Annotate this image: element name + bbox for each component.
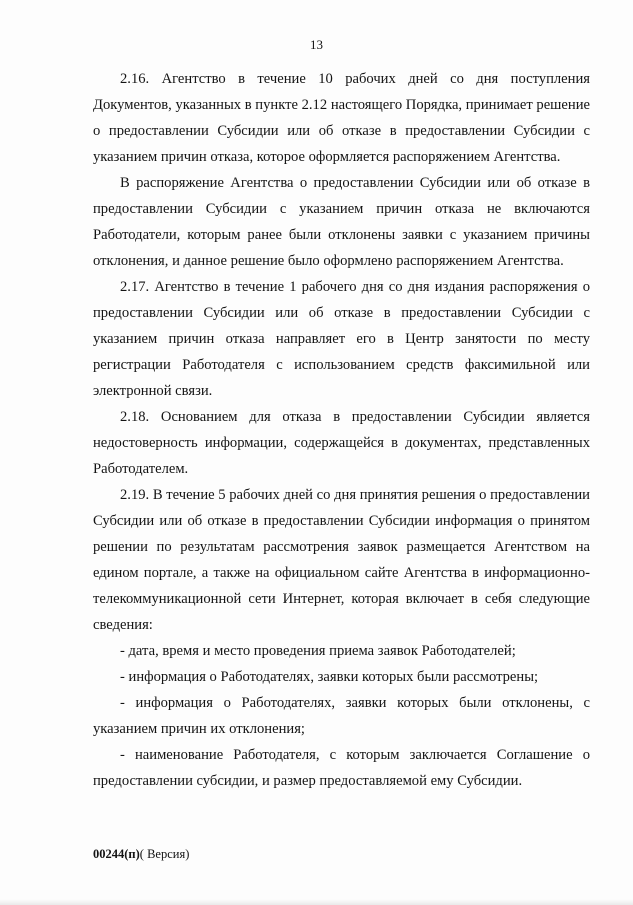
page-number: 13 — [310, 37, 323, 52]
document-version: ( Версия) — [139, 847, 190, 861]
document-code: 00244(п) — [93, 847, 140, 861]
scan-edge-shadow — [0, 899, 633, 905]
list-item-reception-date: - дата, время и место проведения приема заявок Работодателей; — [120, 643, 516, 659]
list-item-reviewed-employers: - информация о Работодателях, заявки которых были рассмотрены; — [120, 669, 539, 685]
document-footer — [93, 847, 189, 862]
paragraph-2-18: 2.18. Основанием для отказа в предоставлении Субсидии является недостоверность информации, содержащейся в документах, представленных Работодателем. — [93, 409, 590, 477]
paragraph-2-16: 2.16. Агентство в течение 10 рабочих дней со дня поступления Документов, указанных в пункте 2.12 настоящего Порядка, принимает решение о предоставлении Субсидии или об отказе в предоставлении Субсидии с указанием причин отказа, которое оформляется распоряжением Агентства. — [93, 71, 590, 165]
document-body — [93, 66, 590, 794]
list-item-rejected-employers: - информация о Работодателях, заявки которых были отклонены, с указанием причин их отклонения; — [93, 695, 590, 737]
paragraph-2-16-continued: В распоряжение Агентства о предоставлении Субсидии или об отказе в предоставлении Субсидии с указанием причин отказа не включаются Работодатели, которым ранее были отклонены заявки с указанием причины отклонения, и данное решение было оформлено распоряжением Агентства. — [93, 175, 590, 269]
list-item-agreement-employer: - наименование Работодателя, с которым заключается Соглашение о предоставлении субсидии, и размер предоставляемой ему Субсидии. — [93, 747, 590, 789]
paragraph-2-17: 2.17. Агентство в течение 1 рабочего дня со дня издания распоряжения о предоставлении Субсидии или об отказе в предоставлении Субсидии с указанием причин отказа направляет его в Центр занятости по месту регистрации Работодателя с использованием средств факсимильной или электронной связи. — [93, 279, 590, 399]
paragraph-2-19: 2.19. В течение 5 рабочих дней со дня принятия решения о предоставлении Субсидии или об отказе в предоставлении Субсидии информация о принятом решении по результатам рассмотрения заявок размещается Агентством на едином портале, а также на официальном сайте Агентства в информационно-телекоммуникационной сети Интернет, которая включает в себя следующие сведения: — [93, 487, 590, 633]
